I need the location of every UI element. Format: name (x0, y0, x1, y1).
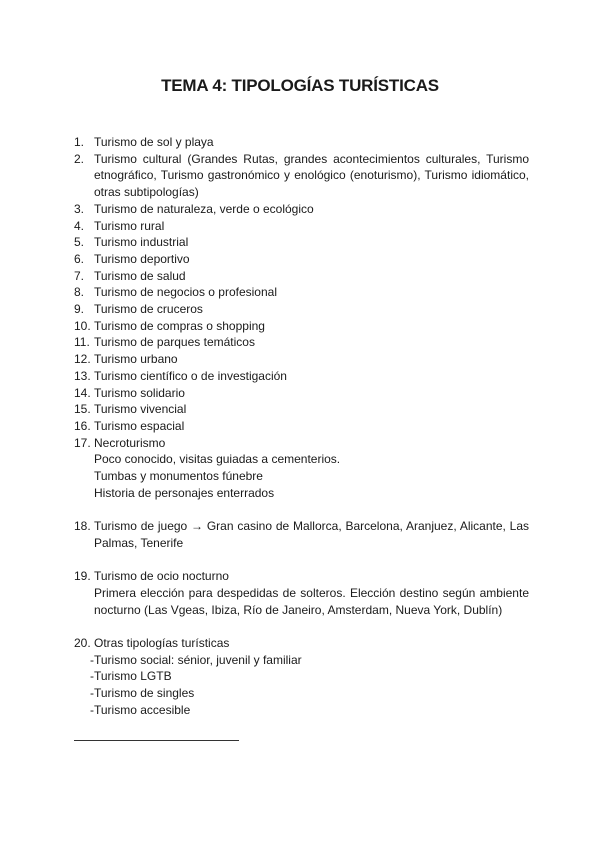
typology-list (74, 134, 529, 719)
item-detail-line: Tumbas y monumentos fúnebre (94, 469, 263, 484)
list-item-juego: 18. Turismo de juego → Gran casino de Mallorca, Barcelona, Aranjuez, Alicante, Las Palmas, Tenerife (74, 519, 529, 550)
sub-list-item: - Turismo LGTB (90, 669, 172, 684)
list-item-ocio-nocturno: 19. Turismo de ocio nocturno Primera elección para despedidas de solteros. Elección destino según ambiente nocturno (Las Vgeas, Ibiza, Río de Janeiro, Amsterdam, Nueva York, Dublín) (74, 569, 529, 617)
item-detail: Primera elección para despedidas de solteros. Elección destino según ambiente nocturno (Las Vgeas, Ibiza, Río de Janeiro, Amsterdam, Nueva York, Dublín) (94, 585, 529, 617)
list-item: 8. Turismo de negocios o profesional (74, 285, 277, 300)
list-item: 1. Turismo de sol y playa (74, 135, 214, 149)
list-item-otras: 20. Otras tipologías turísticas (74, 636, 230, 651)
separator-line (74, 740, 239, 741)
sub-list-item: - Turismo de singles (90, 686, 195, 701)
item-detail-line: Historia de personajes enterrados (94, 485, 275, 500)
list-item: 7. Turismo de salud (74, 268, 186, 283)
list-item: 15. Turismo vivencial (74, 402, 187, 417)
list-item: 13. Turismo científico o de investigación (74, 368, 287, 383)
list-item: 11. Turismo de parques temáticos (74, 335, 255, 350)
list-item: 4. Turismo rural (74, 218, 165, 233)
list-item: 2. Turismo cultural (Grandes Rutas, grandes acontecimientos culturales, Turismo etnográfico, Turismo gastronómico y enológico (enoturismo), Turismo idiomático, otras subtipologías) (74, 151, 529, 200)
page-title: TEMA 4: TIPOLOGÍAS TURÍSTICAS (161, 76, 439, 95)
list-item: 5. Turismo industrial (74, 235, 189, 250)
sub-list-item: - Turismo social: sénior, juvenil y familiar (90, 652, 302, 667)
list-item: 12. Turismo urbano (74, 352, 178, 367)
list-item: 3. Turismo de naturaleza, verde o ecológico (74, 201, 314, 216)
list-item: 9. Turismo de cruceros (74, 302, 203, 317)
list-item: 10. Turismo de compras o shopping (74, 318, 265, 333)
list-item-necroturismo: 17. Necroturismo Poco conocido, visitas guiadas a cementerios. Tumbas y monumentos fúnebre Historia de personajes enterrados (74, 435, 529, 502)
list-item: 14. Turismo solidario (74, 385, 185, 400)
item-detail-line: Poco conocido, visitas guiadas a cementerios. (94, 452, 341, 467)
list-item: 6. Turismo deportivo (74, 251, 190, 266)
list-item: 16. Turismo espacial (74, 418, 185, 433)
sub-list (74, 652, 529, 719)
sub-list-item: - Turismo accesible (90, 702, 191, 717)
